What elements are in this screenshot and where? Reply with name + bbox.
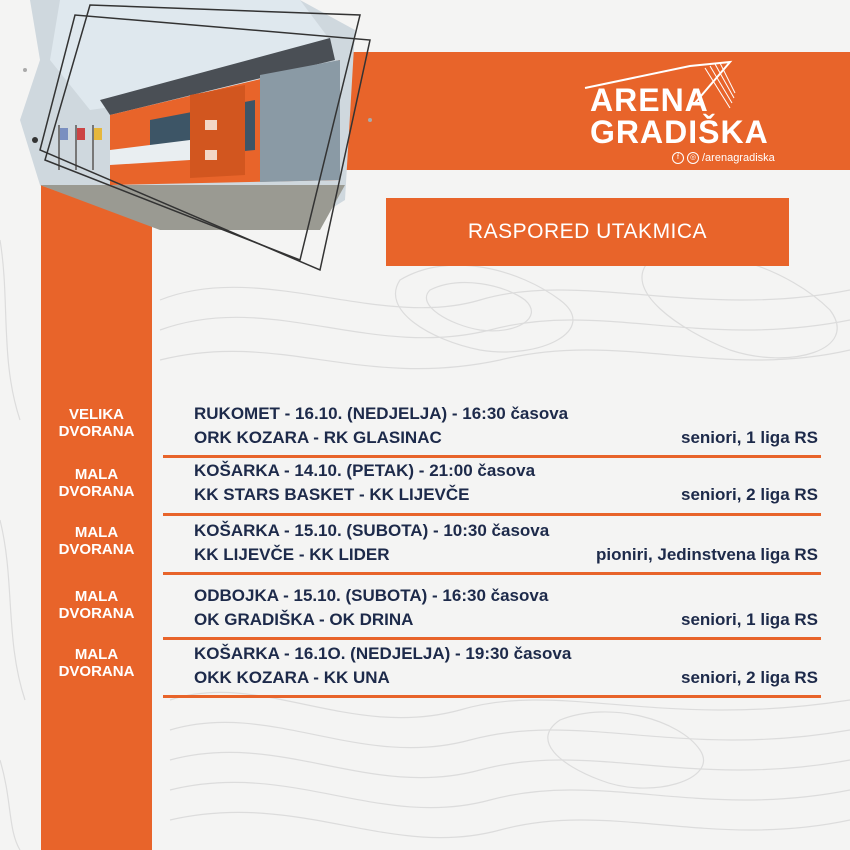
venue-line1: VELIKA [68, 406, 124, 423]
match-league: seniori, 2 liga RS [681, 485, 818, 504]
venue-line2: DVORANA [58, 605, 135, 622]
row-divider [163, 513, 821, 516]
row-divider [163, 455, 821, 458]
facebook-icon[interactable]: f [672, 152, 684, 164]
venue-line2: DVORANA [58, 663, 135, 680]
row-divider [163, 572, 821, 575]
venue-label [41, 406, 152, 440]
venue-line1: MALA [74, 646, 119, 663]
match-league: seniori, 1 liga RS [681, 610, 818, 629]
match-teams: KK LIJEVČE - KK LIDER [194, 545, 390, 564]
arena-logo [580, 58, 790, 168]
instagram-icon[interactable]: ◎ [687, 152, 699, 164]
match-title: KOŠARKA - 16.1O. (NEDJELJA) - 19:30 časova [194, 644, 572, 663]
logo-line1: ARENA [590, 82, 709, 118]
match-teams: OK GRADIŠKA - OK DRINA [194, 610, 414, 629]
match-teams: ORK KOZARA - RK GLASINAC [194, 428, 442, 447]
venue-label [41, 466, 152, 500]
match-teams: OKK KOZARA - KK UNA [194, 668, 390, 687]
row-divider [163, 637, 821, 640]
match-league: seniori, 1 liga RS [681, 428, 818, 447]
match-title: ODBOJKA - 15.10. (SUBOTA) - 16:30 časova [194, 586, 549, 605]
match-title: RUKOMET - 16.10. (NEDJELJA) - 16:30 časova [194, 404, 569, 423]
arena-photo [0, 0, 400, 290]
social-handle[interactable]: /arenagradiska [702, 152, 775, 164]
venue-label [41, 646, 152, 680]
match-league: pioniri, Jedinstvena liga RS [596, 545, 818, 564]
venue-line2: DVORANA [58, 541, 135, 558]
venue-line1: MALA [74, 524, 119, 541]
venue-line2: DVORANA [58, 483, 135, 500]
match-league: seniori, 2 liga RS [681, 668, 818, 687]
venue-line1: MALA [74, 588, 119, 605]
venue-label [41, 524, 152, 558]
match-teams: KK STARS BASKET - KK LIJEVČE [194, 485, 470, 504]
match-title: KOŠARKA - 15.10. (SUBOTA) - 10:30 časova [194, 521, 550, 540]
row-divider [163, 695, 821, 698]
match-title: KOŠARKA - 14.10. (PETAK) - 21:00 časova [194, 461, 536, 480]
page-title: RASPORED UTAKMICA [467, 220, 708, 243]
schedule-title [386, 198, 789, 266]
venue-label [41, 588, 152, 622]
logo-line2: GRADIŠKA [590, 114, 769, 150]
social-links[interactable] [672, 152, 775, 164]
venue-line2: DVORANA [58, 423, 135, 440]
venue-line1: MALA [74, 466, 119, 483]
